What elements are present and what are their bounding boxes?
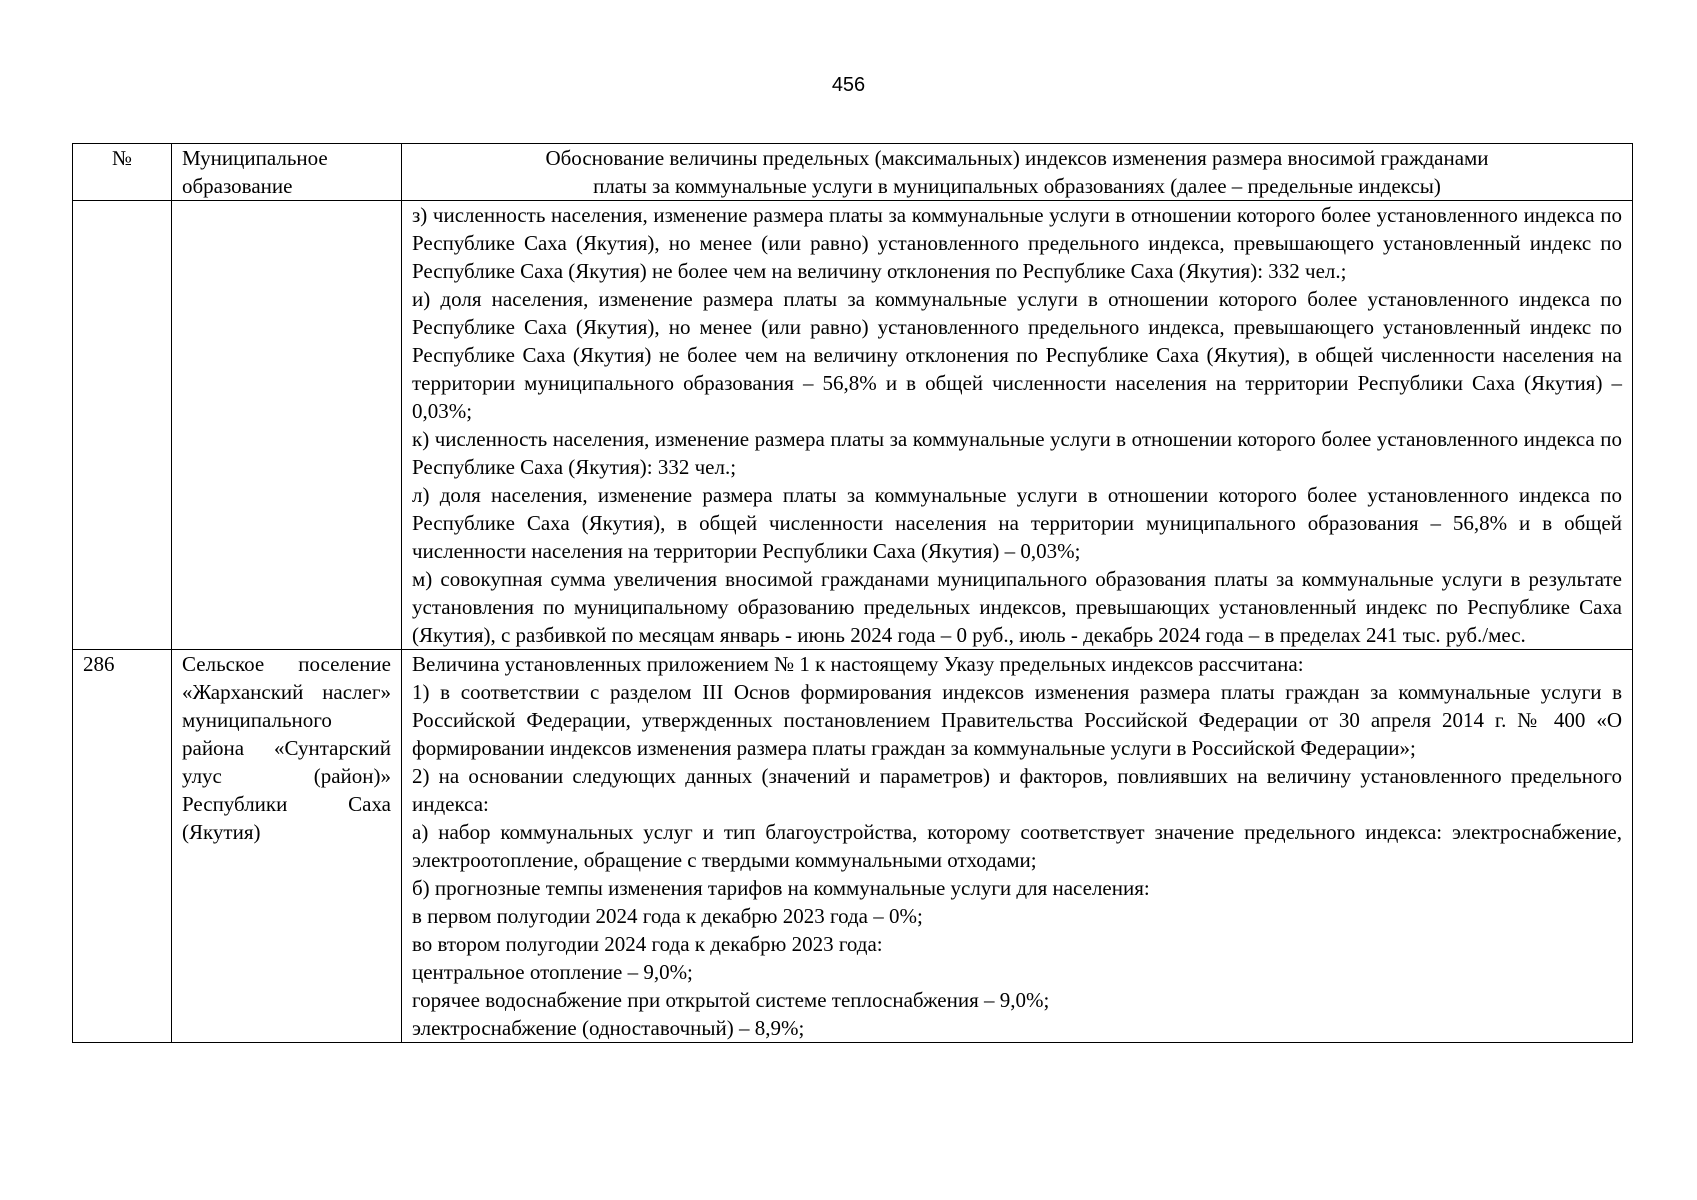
header-number: № [73,144,172,201]
row-number-cell [73,201,172,650]
table-row [73,201,1633,650]
paragraph-heating: центральное отопление – 9,0%; [412,960,693,984]
justification-cell [402,201,1633,650]
page-number: 456 [831,74,866,96]
header-municipality: Муниципальное образование [172,144,402,201]
header-justification [402,144,1633,201]
municipality-cell [172,201,402,650]
paragraph-1: 1) в соответствии с разделом III Основ формирования индексов изменения размера платы граждан за коммунальные услуги в Российской Федерации, утвержденных постановлением Правительства Российской Федерации от 30 апреля 2014 г. № 400 «О формировании индексов изменения размера платы граждан за коммунальные услуги в Российской Федерации»; [412,680,1622,760]
paragraph-electricity: электроснабжение (одноставочный) – 8,9%; [412,1016,805,1040]
paragraph-first-half: в первом полугодии 2024 года к декабрю 2023 года – 0%; [412,904,923,928]
paragraph-z: з) численность населения, изменение размера платы за коммунальные услуги в отношении которого более установленного индекса по Республике Саха (Якутия), но менее (или равно) установленного предельного индекса, превышающего установленный индекс по Республике Саха (Якутия) не более чем на величину отклонения по Республике Саха (Якутия): 332 чел.; [412,203,1622,283]
paragraph-second-half: во втором полугодии 2024 года к декабрю 2023 года: [412,932,883,956]
justification-cell [402,650,1633,1043]
paragraph-2: 2) на основании следующих данных (значений и параметров) и факторов, повлиявших на величину установленного предельного индекса: [412,764,1622,816]
paragraph-m: м) совокупная сумма увеличения вносимой гражданами муниципального образования платы за коммунальные услуги в результате установления по муниципальному образованию предельных индексов, превышающих установленный индекс по Республике Саха (Якутия), с разбивкой по месяцам январь - июнь 2024 года – 0 руб., июль - декабрь 2024 года – в пределах 241 тыс. руб./мес. [412,567,1622,647]
paragraph-k: к) численность населения, изменение размера платы за коммунальные услуги в отношении которого более установленного индекса по Республике Саха (Якутия): 332 чел.; [412,427,1622,479]
paragraph-a: а) набор коммунальных услуг и тип благоустройства, которому соответствует значение предельного индекса: электроснабжение, электроотопление, обращение с твердыми коммунальными отходами; [412,820,1622,872]
paragraph-l: л) доля населения, изменение размера платы за коммунальные услуги в отношении которого более установленного индекса по Республике Саха (Якутия), в общей численности населения на территории муниципального образования – 56,8% и в общей численности населения на территории Республики Саха (Якутия) – 0,03%; [412,483,1622,563]
justification-table [72,143,1633,1043]
paragraph-b: б) прогнозные темпы изменения тарифов на коммунальные услуги для населения: [412,876,1150,900]
header-justification-line1: Обоснование величины предельных (максимальных) индексов изменения размера вносимой гражданами [545,146,1489,170]
paragraph-intro: Величина установленных приложением № 1 к настоящему Указу предельных индексов рассчитана: [412,652,1304,676]
header-justification-line2: платы за коммунальные услуги в муниципальных образованиях (далее – предельные индексы) [593,174,1441,198]
paragraph-hot-water: горячее водоснабжение при открытой системе теплоснабжения – 9,0%; [412,988,1050,1012]
row-number-cell: 286 [73,650,172,1043]
paragraph-i: и) доля населения, изменение размера платы за коммунальные услуги в отношении которого более установленного индекса по Республике Саха (Якутия), но менее (или равно) установленного предельного индекса, превышающего установленный индекс по Республике Саха (Якутия) не более чем на величину отклонения по Республике Саха (Якутия), в общей численности населения на территории муниципального образования – 56,8% и в общей численности населения на территории Республики Саха (Якутия) – 0,03%; [412,287,1622,423]
table-row [73,650,1633,1043]
table-header-row [73,144,1633,201]
municipality-cell: Сельское поселение «Жарханский наслег» муниципального района «Сунтарский улус (район)» Республики Саха (Якутия) [172,650,402,1043]
